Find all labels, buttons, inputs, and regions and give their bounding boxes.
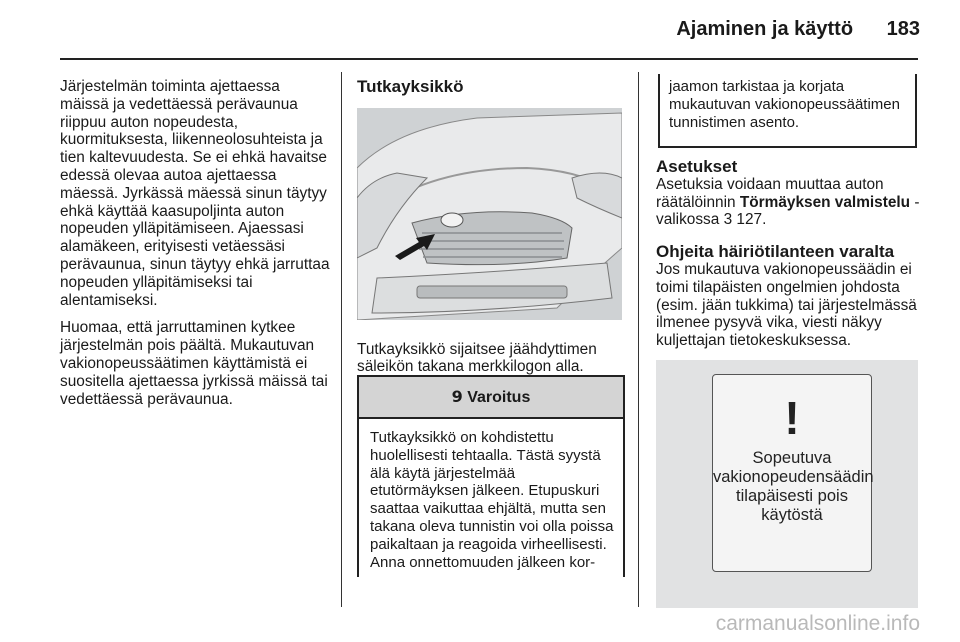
column-divider-2 [638, 72, 639, 607]
column-1 [60, 78, 332, 418]
dic-message: Sopeutuva vakionopeudensäädin tilapäisesti pois käytöstä [713, 449, 874, 524]
warning-box [357, 375, 625, 577]
settings-paragraph [656, 176, 922, 229]
column-divider-1 [341, 72, 342, 607]
page-number: 183 [886, 18, 920, 40]
fault-heading: Ohjeita häiriötilanteen varalta [656, 242, 895, 262]
warning-continued-text: jaamon tarkistaa ja korjata mukautuvan vakionopeussäätimen tunnistimen asento. [669, 78, 900, 131]
exclamation-icon: ! [784, 392, 800, 444]
warning-title: Varoitus [467, 389, 531, 406]
column-3 [656, 158, 922, 360]
car-front-photo [357, 108, 622, 320]
watermark: carmanualsonline.info [715, 612, 920, 635]
settings-heading: Asetukset [656, 157, 738, 176]
warning-triangle-icon: 9 [451, 387, 463, 406]
warning-text: Tutkayksikkö on kohdistettu huolellisesti tehtaalla. Tästä syystä älä käytä järjestelmää etutörmäyksen jälkeen. Etupuskuri saattaa vaikuttaa ehjältä, mutta sen takana oleva tunnistin voi olla poissa paikaltaan ja reagoida virheellisesti. Anna onnettomuuden jälkeen kor- [370, 429, 614, 571]
column-2 [357, 78, 623, 386]
body-paragraph-1: Järjestelmän toiminta ajettaessa mäissä ja vedettäessä perävaunua riippuu auton nopeudesta, kuormituksesta, liikenneolosuhteista ja tien kaltevuudesta. Se ei ehkä havaitse edessä olevaa autoa ajettaessa mäessä. Jyrkässä mäessä sinun täytyy ehkä käyttää kaasupoljinta auton nopeuden ylläpitämiseen. Ajaessasi alamäkeen, erityisesti vetäessäsi perävaunua, sinun täytyy ehkä jarruttaa nopeuden ylläpitämiseksi tai alentamiseksi. [60, 78, 330, 309]
body-paragraph-2: Huomaa, että jarruttaminen kytkee järjestelmän pois päältä. Mukautuvan vakionopeussäätimen käyttämistä ei suositella ajettaessa jyrkissä mäissä tai vedettäessä perävaunua. [60, 319, 328, 408]
fault-paragraph: Jos mukautuva vakionopeussäädin ei toimi tilapäisten ongelmien johdosta (esim. jään tukkima) tai järjestelmässä ilmenee pysyvä vika, viesti näkyy kuljettajan tietokeskuksessa. [656, 260, 917, 350]
page-ref-arrow-icon: 3 [723, 211, 733, 229]
settings-text-1: Asetuksia voidaan muuttaa auton räätälöinnin [656, 175, 884, 211]
warning-box-continued [658, 74, 917, 148]
header-rule [60, 58, 918, 60]
radar-unit-heading: Tutkayksikkö [357, 77, 464, 96]
radar-caption: Tutkayksikkö sijaitsee jäähdyttimen säleikön takana merkkilogon alla. [357, 340, 597, 376]
warning-header [359, 377, 623, 419]
dic-screen [712, 374, 872, 572]
settings-menu-name: Törmäyksen valmistelu [739, 193, 911, 211]
settings-text-2: -valikossa [656, 193, 920, 229]
settings-page-ref: 127. [736, 211, 767, 229]
page-header [676, 18, 920, 41]
header-title: Ajaminen ja käyttö [676, 18, 854, 40]
